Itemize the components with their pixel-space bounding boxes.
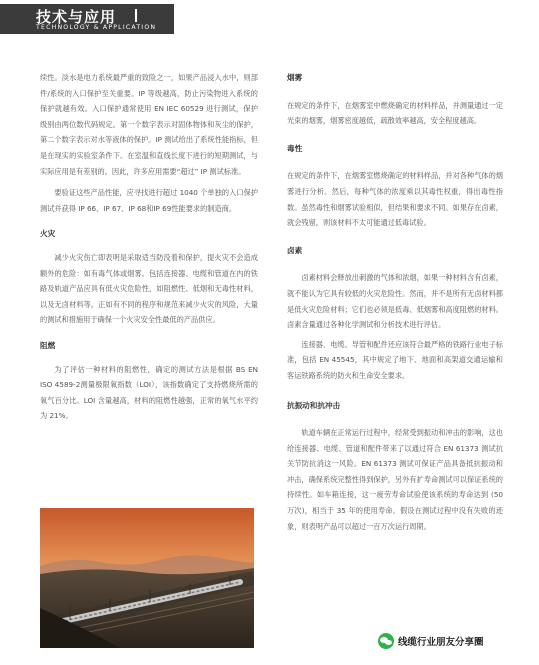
train-photo	[40, 508, 254, 648]
wechat-watermark	[378, 630, 484, 652]
smoke-paragraph: 在规定的条件下，在烟雾室中燃烧确定的材料样品，并测量通过一定光束的烟雾，烟雾密度越低，疏散效率越高，安全程度越高。	[287, 100, 503, 126]
intro-paragraph: 续性。淡水是电力系统最严重的致险之一，如果产品浸入水中，则部件/系统的入口保护至关重要。IP 等级越高，防止污染物进入系统的保护就越有效。入口保护通常使用 EN IEC 60529 进行测试，保护级别由两位数代码规定。第一个数字表示对固体物体和灰尘的保护，第二个数字表示对水等液体的保护。IP 测试给出了系统性能指标，但是在现实的实验室条件下。在室温和直线长度下进行的短期测试，与实际应用是有差别的。因此，许多应用需要“超过” IP 测试标准。	[40, 73, 258, 176]
wechat-icon	[378, 633, 394, 649]
smoke-heading: 烟雾	[287, 73, 303, 82]
halogen-heading: 卤素	[287, 245, 303, 255]
left-column	[40, 70, 258, 424]
watermark-text: 线缆行业朋友分享圈	[398, 637, 484, 648]
fire-paragraph: 减少火灾伤亡即表明是采取适当防没着和保护，提火灾不会造成额外的危险：如有毒气体或烟雾。包括连接器、电缆和管道在内的铁路及轨道产品应具有低火灾危险性，如阻燃性、低烟和无毒性材料，以及无卤材料等。正如有不同的程序和规范来减少火灾的风险，大量的测试和措施用于确保一个火灾安全性最低的产品供应。	[40, 252, 258, 325]
halogen-paragraph: 卤素材料会释放出刺激的气体和浓烟，如果一种材料含有卤素，就不能认为它具有较低的火灾危险性。然而，并不是所有无卤材料都是低火灾危险材料；它们也必须是低毒、低烟雾和高度阻燃的材料。卤素含量通过各种化学测试和分析技术进行评估。	[287, 273, 503, 330]
flame-paragraph: 为了评估一种材料的阻燃性，确定的测试方法是根据 BS EN ISO 4589-2测量极限氧指数（LOI），该指数确定了支持燃烧所需的氧气百分比。LOI 含量越高，材料的阻燃性越强，正常的氧气水平约为 21%。	[40, 364, 258, 421]
section-subtitle: TECHNOLOGY & APPLICATION	[36, 24, 157, 31]
title-divider	[135, 9, 137, 22]
fire-heading: 火灾	[40, 229, 56, 239]
halogen-paragraph-2: 连接器、电缆、导管和配件还应该符合最严格的铁路行业电子标准，包括 EN 45545，其中规定了地下、地面和高架道交通运输和客运铁路系统的防火和生命安全要求。	[287, 339, 503, 380]
toxicity-paragraph: 在规定的条件下，在烟雾室燃烧确定的材料样品，并对各种气体的烟雾进行分析。然后，每种气体的浓度乘以其毒性权重，得出毒性指数。虽然毒性和烟雾试验相似，但结果和要求不同。如果存在卤素，就会残留，则该材料不太可能通过低毒试验。	[287, 171, 503, 228]
right-column	[287, 70, 503, 534]
vibration-paragraph: 轨道车辆在正常运行过程中，经常受到振动和冲击的影响，这也给连接器、电缆、管道和配件带来了以通过符合 EN 61373 测试抗关节防抗消这一风险。EN 61373 测试可保证产品具备抵抗振动和冲击，确保系统完整性得到保护，另外有扩寿命测试可以保证系统的持续性。如车箱连接，这一疲劳寿命试验使该系统的寿命达到 (50 万次)，相当于 35 年的使用寿命。假设在测试过程中没有失败的迹象，则表明产品可以超过一百万次运行周期。	[287, 428, 503, 531]
section-header	[0, 4, 174, 34]
vibration-heading: 抗振动和抗冲击	[287, 400, 341, 410]
intro-paragraph-2: 要验证这些产品性能，应寻找进行超过 1040 个单独的入口保护测试并获得 IP 66、IP 67、IP 68和IP 69性能要求的制造商。	[40, 188, 258, 213]
section-title: 技术与应用	[36, 8, 117, 26]
train-photo-image	[40, 508, 254, 648]
flame-heading: 阻燃	[40, 340, 56, 350]
toxicity-heading: 毒性	[287, 143, 303, 153]
